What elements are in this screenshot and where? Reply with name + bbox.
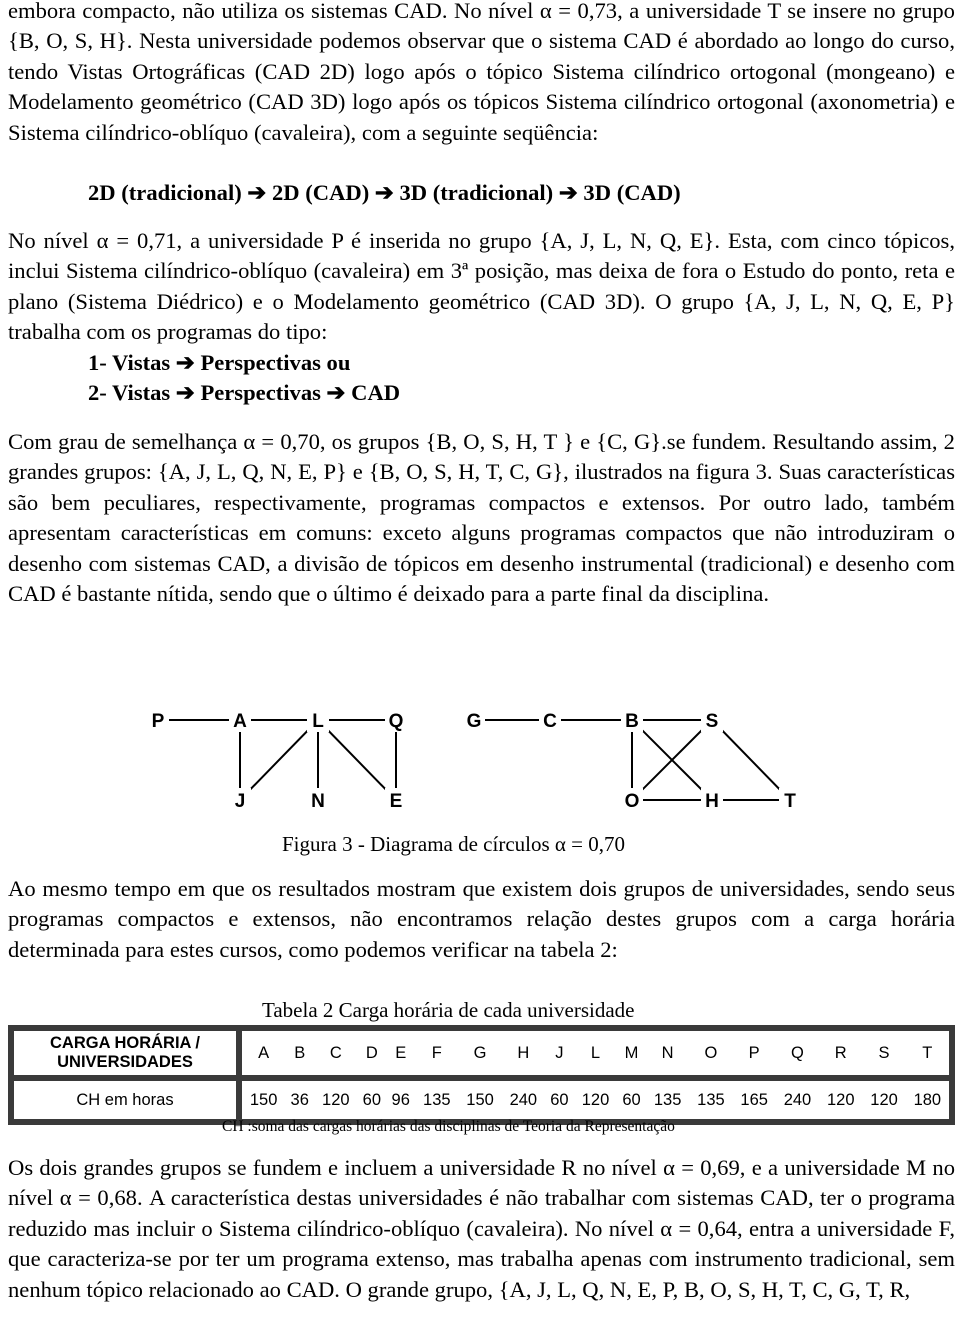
table-cell: 150 (458, 1075, 501, 1119)
table-cell: 135 (415, 1075, 458, 1119)
table-cell: 60 (617, 1075, 646, 1119)
circle-diagram (0, 690, 960, 820)
diagram-edge-L-E (318, 720, 396, 800)
diagram-node: P (151, 711, 165, 732)
table-row-label: CH em horas (14, 1075, 242, 1119)
p5-line-1: Os dois grandes grupos se fundem e incluem a universidade R no nível α = 0,69, e a (8, 1155, 785, 1180)
table-column-header: Q (791, 1043, 804, 1062)
table-column-header: H (517, 1043, 530, 1062)
diagram-node: H (705, 791, 719, 812)
p1-line-6: (cavaleira), com a seguinte seqüência: (253, 119, 599, 145)
diagram-node: Q (388, 711, 404, 732)
table-cell: 240 (776, 1075, 819, 1119)
table-cell: 60 (357, 1075, 386, 1119)
table-column-header: S (878, 1043, 890, 1062)
paragraph-5 (8, 1153, 955, 1305)
diagram-node: C (543, 711, 557, 732)
table-column-header: N (661, 1043, 674, 1062)
p3-line-7: com CAD é bastante nítida, sendo que o último é deixado para a parte final da (8, 550, 956, 607)
p3-line-1: Com grau de semelhança α = 0,70, os grupos {B, O, S, H, T } e {C, G}.se fundem. (8, 429, 773, 454)
diagram-node: O (624, 791, 640, 812)
table-cell: 135 (646, 1075, 689, 1119)
p5-line-5: programa extenso, mas trabalha apenas com instrumento tradicional, sem nenhum tópico (8, 1246, 955, 1302)
table-header-row (14, 1031, 949, 1075)
diagram-node: T (784, 791, 796, 812)
table-column-header: M (624, 1043, 639, 1062)
p2-line-2: cinco tópicos, inclui Sistema cilíndrico-oblíquo (cavaleira) em 3ª posição, mas deixa de (8, 228, 955, 284)
table-cell: 96 (386, 1075, 415, 1119)
table-column-header: L (590, 1043, 601, 1062)
table-header-label: CARGA HORÁRIA / UNIVERSIDADES (14, 1031, 242, 1075)
table-column-header: T (922, 1043, 933, 1062)
p1-line-5: após os tópicos Sistema cilíndrico ortogonal (axonometria) e Sistema cilíndrico-oblíquo (8, 89, 955, 145)
table-column-header: O (704, 1043, 718, 1062)
p1-line-4: Sistema cilíndrico ortogonal (mongeano) e Modelamento geométrico (CAD 3D) logo (8, 58, 956, 115)
table-cell: 180 (906, 1075, 949, 1119)
table-cell: 120 (574, 1075, 617, 1119)
diagram-edge-L-J (240, 720, 318, 800)
p5-line-3: com sistemas CAD, ter o programa reduzido mas incluir o Sistema cilíndrico-oblíquo (8, 1185, 955, 1241)
diagram-node: S (705, 711, 719, 732)
paragraph-4 (8, 874, 955, 965)
table-column-header: C (329, 1043, 342, 1062)
figure-caption: Figura 3 - Diagrama de círculos α = 0,70 (282, 832, 626, 856)
paragraph-1 (8, 0, 955, 148)
diagram-node: E (389, 791, 403, 812)
p3-line-8: disciplina. (675, 581, 770, 607)
sequence-line: 2D (tradicional) ➔ 2D (CAD) ➔ 3D (tradicional) ➔ 3D (CAD) (88, 180, 681, 205)
list-item-2: 2- Vistas ➔ Perspectivas ➔ CAD (88, 380, 401, 405)
p3-line-5: comuns: exceto alguns programas compactos que não introduziram o desenho com (8, 520, 955, 576)
diagram-node: A (233, 711, 247, 732)
table-cell: 165 (733, 1075, 776, 1119)
p2-line-4: (CAD 3D). O grupo {A, J, L, N, Q, E, P} trabalha com os programas do tipo: (8, 288, 955, 345)
table-note: CH :soma das cargas horárias das disciplinas de Teoria da Representação (222, 1118, 675, 1135)
paragraph-2 (8, 226, 955, 348)
diagram-edge-S-T (712, 720, 790, 800)
table-column-header: A (258, 1043, 270, 1062)
table-cell: 240 (502, 1075, 545, 1119)
table-column-header: B (294, 1043, 306, 1062)
p4-line-1: Ao mesmo tempo em que os resultados mostram que existem dois grupos de (8, 876, 720, 901)
table-row (14, 1075, 949, 1119)
p3-line-6: sistemas CAD, a divisão de tópicos em desenho instrumental (tradicional) e desenho (134, 550, 917, 576)
table-column-header: F (431, 1043, 442, 1062)
p2-line-3: fora o Estudo do ponto, reta e plano (Sistema Diédrico) e o Modelamento geométrico (8, 258, 956, 314)
p3-line-2: Resultando assim, 2 grandes grupos: {A, J, L, Q, N, E, P} e {B, O, S, H, T, C, G}, (8, 429, 955, 485)
table-column-header: G (473, 1043, 487, 1062)
table-cell: 60 (545, 1075, 574, 1119)
p5-line-2: universidade M no nível α = 0,68. A característica destas universidades é não trabalhar (8, 1155, 955, 1211)
paragraph-3 (8, 427, 955, 609)
diagram-node: N (311, 791, 325, 812)
p1-line-3: é abordado ao longo do curso, tendo Vistas Ortográficas (CAD 2D) logo após o tópico (8, 28, 955, 84)
list-item-1: 1- Vistas ➔ Perspectivas ou (88, 350, 351, 375)
p1-line-2: insere no grupo {B, O, S, H}. Nesta universidade podemos observar que o sistema CAD (8, 0, 955, 54)
p5-line-6: relacionado ao CAD. O grande grupo, {A, J, L, Q, N, E, P, B, O, S, H, T, C, G, T, R, (148, 1276, 911, 1302)
p3-line-4: programas compactos e extensos. Por outro lado, também apresentam características em (8, 489, 955, 546)
workload-table (8, 1025, 955, 1125)
table-cell: 120 (314, 1075, 357, 1119)
diagram-node: B (625, 711, 639, 732)
p1-line-1: embora compacto, não utiliza os sistemas CAD. No nível α = 0,73, a universidade T se (8, 0, 813, 23)
diagram-node: J (234, 791, 246, 812)
p4-line-2: universidades, sendo seus programas compactos e extensos, não encontramos relação (8, 876, 955, 932)
table-cell: 120 (862, 1075, 905, 1119)
table-cell: 150 (242, 1075, 285, 1119)
p4-line-4: verificar na tabela 2: (431, 936, 618, 962)
table-column-header: E (395, 1043, 407, 1062)
table-column-header: J (555, 1043, 564, 1062)
p4-line-3: destes grupos com a carga horária determinada para estes cursos, como podemos (8, 906, 955, 962)
table-cell: 135 (689, 1075, 732, 1119)
diagram-node: L (312, 711, 324, 732)
diagram-node: G (466, 711, 482, 732)
table-column-header: P (748, 1043, 760, 1062)
p3-line-3: ilustrados na figura 3. Suas características são bem peculiares, respectivamente, (8, 459, 955, 515)
p5-line-4: (cavaleira). No nível α = 0,64, entra a universidade F, que caracteriza-se por ter um (8, 1215, 955, 1272)
table-cell: 36 (285, 1075, 314, 1119)
p2-line-1: No nível α = 0,71, a universidade P é inserida no grupo {A, J, L, N, Q, E}. Esta, com (8, 228, 828, 253)
table-column-header: R (834, 1043, 847, 1062)
table-cell: 120 (819, 1075, 862, 1119)
table-column-header: D (365, 1043, 378, 1062)
table-title: Tabela 2 Carga horária de cada universidade (262, 998, 635, 1022)
